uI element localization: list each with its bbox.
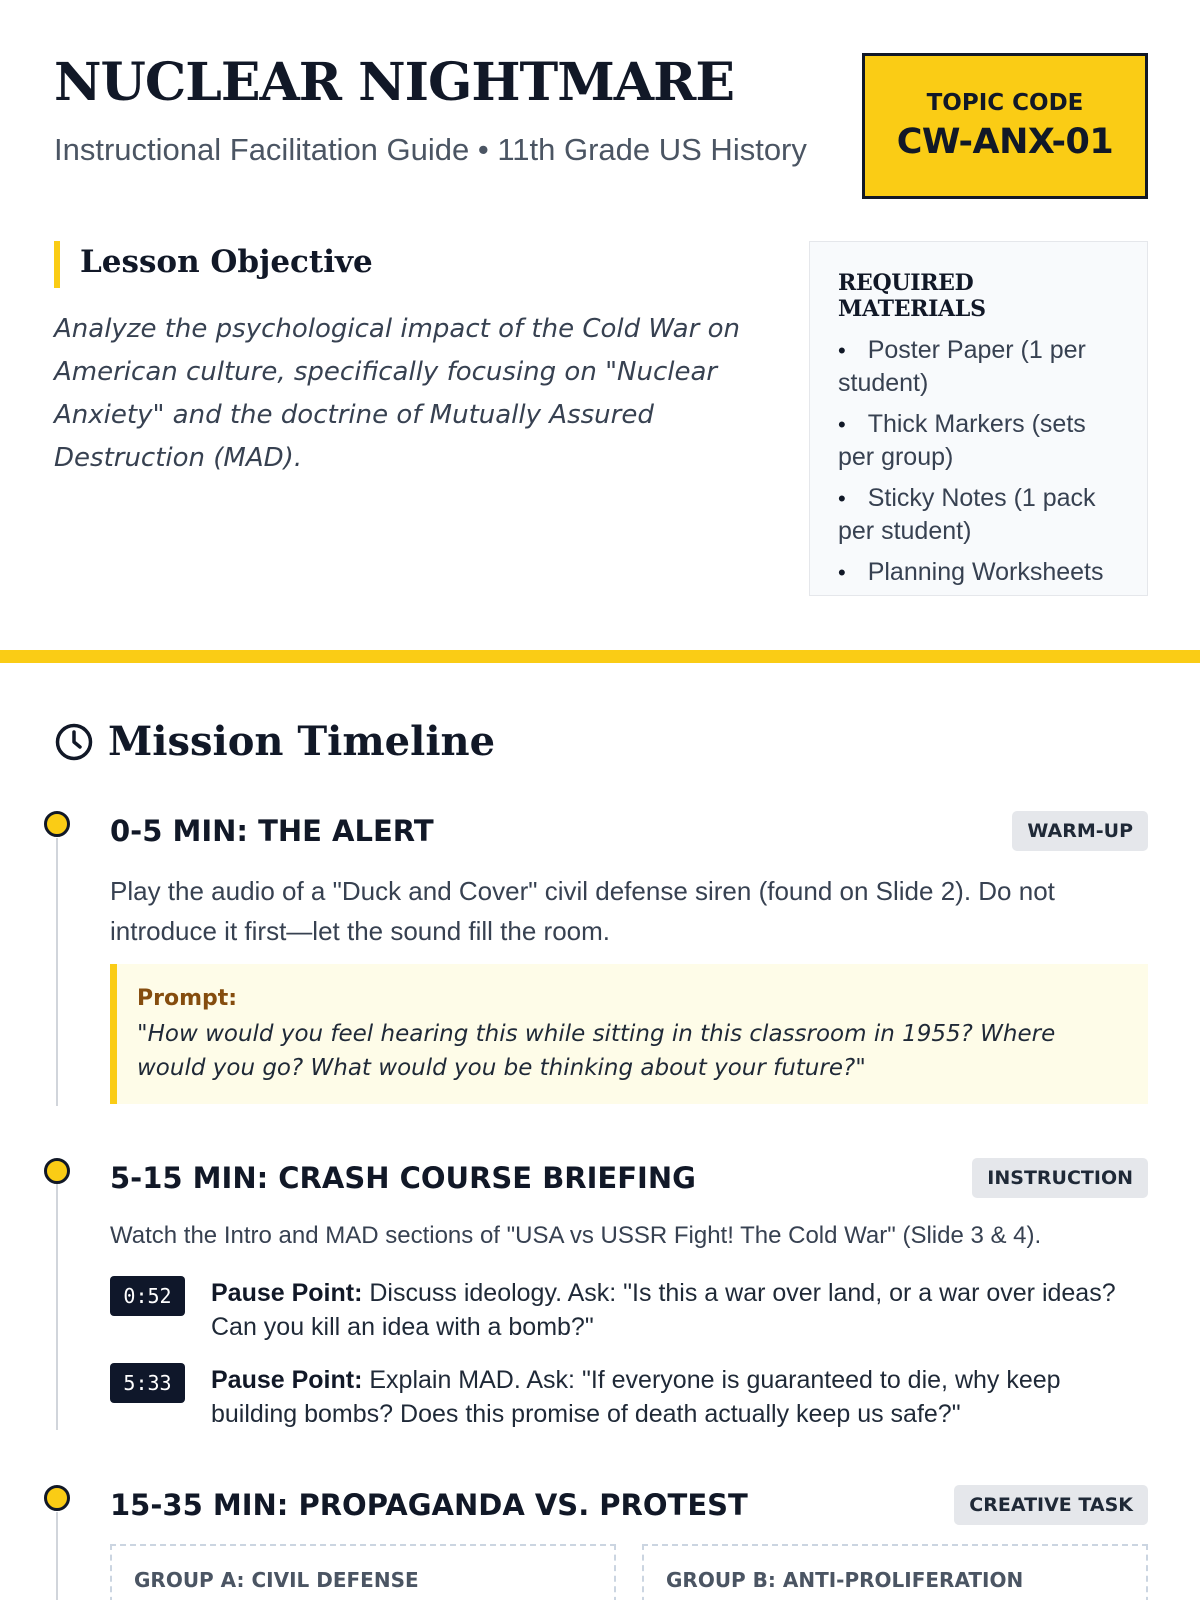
prompt-text: "How would you feel hearing this while sitting in this classroom in 1955? Where would you go? What would you be thinking about your future?" — [137, 1021, 1056, 1081]
materials-heading: REQUIRED MATERIALS — [838, 270, 986, 322]
step-tag: WARM-UP — [1012, 811, 1148, 851]
pause-point-text — [211, 1363, 1150, 1431]
objective-text: Analyze the psychological impact of the Cold War on American culture, specifically focusing on "Nuclear Anxiety" and the doctrine of Mutually Assured Destruction (MAD). — [54, 314, 740, 473]
step-description: Watch the Intro and MAD sections of "USA vs USSR Fight! The Cold War" (Slide 3 & 4). — [110, 1222, 1042, 1249]
group-card-anti-proliferation — [642, 1544, 1148, 1600]
materials-item: • Planning Worksheets — [838, 556, 1127, 589]
group-card-title: GROUP B: ANTI-PROLIFERATION — [666, 1568, 1024, 1592]
objective-accent-bar — [54, 241, 60, 288]
prompt-label: Prompt: — [137, 986, 238, 1011]
timeline-dot — [44, 811, 70, 837]
materials-list — [838, 334, 1127, 589]
pause-point-body: Discuss ideology. Ask: "Is this a war over land, or a war over ideas? Can you kill an idea with a bomb?" — [211, 1279, 1116, 1341]
page-title: NUCLEAR NIGHTMARE — [54, 52, 734, 113]
group-card-civil-defense — [110, 1544, 616, 1600]
step-tag: CREATIVE TASK — [954, 1485, 1148, 1525]
section-divider — [0, 650, 1200, 663]
topic-code-box — [862, 53, 1148, 199]
timeline-line — [56, 1184, 58, 1430]
timeline-dot — [44, 1158, 70, 1184]
pause-point-text — [211, 1276, 1150, 1344]
step-title: 0-5 MIN: THE ALERT — [110, 814, 434, 848]
objective-heading: Lesson Objective — [80, 244, 373, 280]
step-description: Play the audio of a "Duck and Cover" civil defense siren (found on Slide 2). Do not introduce it first—let the sound fill the room. — [110, 876, 1055, 946]
materials-item: • Thick Markers (sets per group) — [838, 408, 1127, 474]
timeline-heading-text: Mission Timeline — [108, 718, 496, 765]
topic-code-value: CW-ANX-01 — [896, 122, 1114, 162]
step-title: 5-15 MIN: CRASH COURSE BRIEFING — [110, 1161, 696, 1195]
materials-item: • Sticky Notes (1 pack per student) — [838, 482, 1127, 548]
prompt-callout — [110, 964, 1148, 1104]
step-title: 15-35 MIN: PROPAGANDA VS. PROTEST — [110, 1488, 748, 1522]
timeline-line — [56, 838, 58, 1106]
timestamp-badge: 0:52 — [110, 1276, 185, 1316]
pause-point — [110, 1363, 1150, 1431]
timeline-line — [56, 1512, 58, 1600]
materials-item: • Poster Paper (1 per student) — [838, 334, 1127, 400]
timeline-heading — [54, 718, 495, 765]
timestamp-badge: 5:33 — [110, 1363, 185, 1403]
pause-point-body: Explain MAD. Ask: "If everyone is guaranteed to die, why keep building bombs? Does this promise of death actually keep us safe?" — [211, 1366, 1061, 1428]
pause-point — [110, 1276, 1150, 1344]
step-tag: INSTRUCTION — [972, 1158, 1148, 1198]
group-card-title: GROUP A: CIVIL DEFENSE — [134, 1568, 419, 1592]
clock-icon — [54, 722, 94, 762]
page-subtitle: Instructional Facilitation Guide • 11th Grade US History — [54, 132, 807, 167]
pause-point-label: Pause Point: — [211, 1366, 363, 1394]
pause-point-label: Pause Point: — [211, 1279, 363, 1307]
topic-code-label: TOPIC CODE — [926, 90, 1084, 116]
materials-panel — [809, 241, 1148, 596]
timeline-dot — [44, 1485, 70, 1511]
